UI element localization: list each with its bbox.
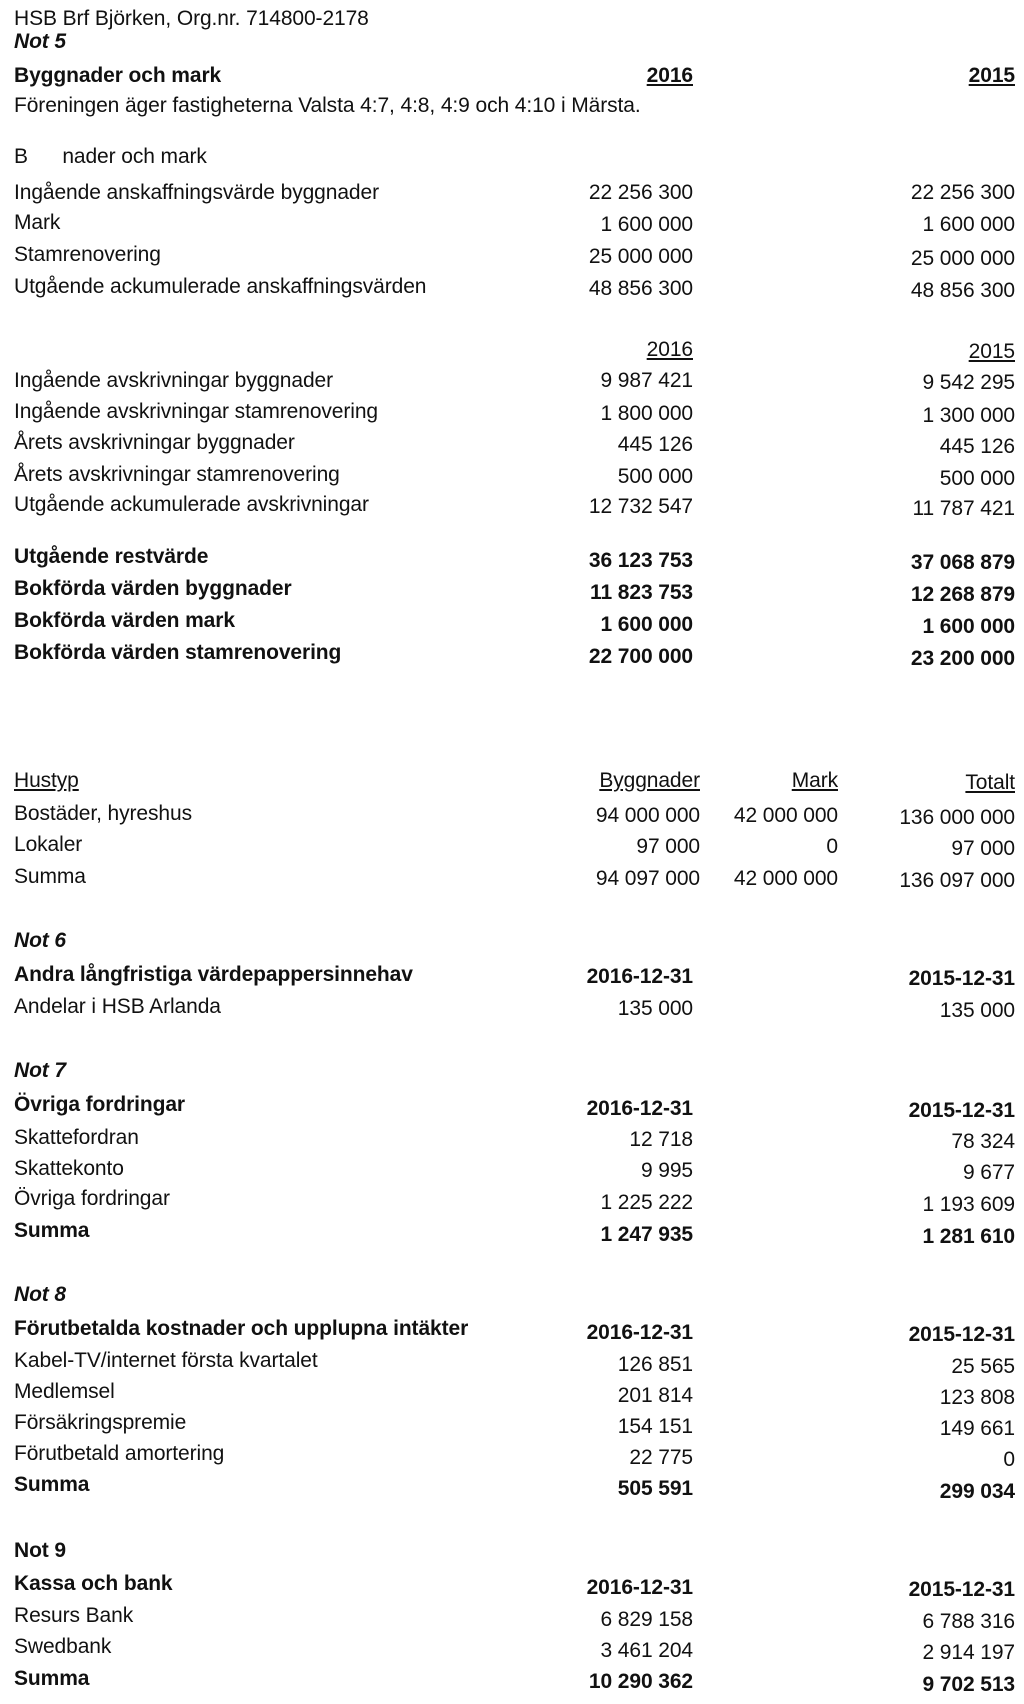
note8-row-label: Försäkringspremie [14,1411,187,1434]
note7-date-2016: 2016-12-31 [586,1097,693,1120]
note7-sum-2015: 1 281 610 [922,1225,1015,1248]
note7-sum-label: Summa [14,1219,90,1242]
note7-row-value-2015: 9 677 [962,1161,1015,1184]
note8-row-value-2016: 126 851 [617,1353,693,1376]
note6-row-value-2015: 135 000 [939,999,1015,1022]
note8-row-label: Kabel-TV/internet första kvartalet [14,1349,318,1372]
note5-row-value-2015: 1 300 000 [922,404,1015,427]
note5-row-label: Ingående avskrivningar byggnader [14,369,334,392]
note5-subheading: B nader och mark [14,145,207,168]
note8-row-value-2015: 149 661 [939,1417,1015,1440]
note6-row-label: Andelar i HSB Arlanda [14,995,221,1018]
note5-year1b: 2016 [646,338,693,361]
tax-row-buildings: 94 000 000 [595,804,700,827]
note5-row-label: Utgående ackumulerade avskrivningar [14,493,369,516]
note5-row-value-2015: 1 600 000 [922,213,1015,236]
note8-row-value-2015: 123 808 [939,1386,1015,1409]
note9-title: Kassa och bank [14,1572,173,1595]
note5-row-label: Ingående anskaffningsvärde byggnader [14,181,379,204]
note8-date-2016: 2016-12-31 [586,1321,693,1344]
note8-row-label: Medlemsel [14,1380,115,1403]
tax-col-byggnader: Byggnader [599,769,700,792]
note8-row-value-2016: 22 775 [629,1446,693,1469]
tax-col-mark: Mark [791,769,838,792]
note5-row-value-2016: 22 256 300 [588,181,693,204]
note5-row-value-2015: 23 200 000 [910,647,1015,670]
note9-label: Not 9 [14,1539,67,1562]
tax-row-total: 136 097 000 [899,869,1015,892]
note9-row-label: Swedbank [14,1635,112,1658]
note6-row-value-2016: 135 000 [617,997,693,1020]
note6-date-2016: 2016-12-31 [586,965,693,988]
note9-row-label: Resurs Bank [14,1604,134,1627]
note7-row-value-2016: 9 995 [640,1159,693,1182]
note5-row-value-2016: 445 126 [617,433,693,456]
note8-sum-2016: 505 591 [617,1477,693,1500]
tax-col-totalt: Totalt [965,771,1015,794]
note5-row-value-2016: 36 123 753 [588,549,693,572]
note7-row-label: Skattekonto [14,1157,124,1180]
note5-row-value-2016: 500 000 [617,465,693,488]
note5-row-value-2016: 11 823 753 [590,581,693,604]
note9-row-value-2016: 3 461 204 [600,1639,693,1662]
note8-title: Förutbetalda kostnader och upplupna intäkter [14,1317,469,1340]
note5-row-label: Bokförda värden stamrenovering [14,641,342,664]
note9-date-2016: 2016-12-31 [586,1576,693,1599]
note5-row-value-2015: 500 000 [939,467,1015,490]
note9-sum-2015: 9 702 513 [922,1673,1015,1696]
note8-row-label: Förutbetald amortering [14,1442,225,1465]
tax-row-label: Bostäder, hyreshus [14,802,192,825]
note8-sum-label: Summa [14,1473,90,1496]
note7-title: Övriga fordringar [14,1093,185,1116]
note8-row-value-2015: 0 [1003,1448,1015,1471]
note5-row-value-2015: 11 787 421 [912,497,1015,520]
note5-row-label: Bokförda värden byggnader [14,577,292,600]
tax-row-total: 136 000 000 [899,806,1015,829]
note5-title: Byggnader och mark [14,64,222,87]
note5-row-value-2016: 48 856 300 [588,277,693,300]
note5-row-value-2015: 48 856 300 [910,279,1015,302]
note5-row-value-2015: 12 268 879 [910,583,1015,606]
note6-label: Not 6 [14,929,67,952]
note5-row-value-2016: 1 600 000 [600,213,693,236]
note5-row-value-2016: 25 000 000 [588,245,693,268]
note5-row-value-2015: 37 068 879 [910,551,1015,574]
note5-row-value-2015: 22 256 300 [910,181,1015,204]
note7-row-label: Skattefordran [14,1126,139,1149]
note8-row-value-2015: 25 565 [951,1355,1015,1378]
note5-row-label: Årets avskrivningar stamrenovering [14,463,340,486]
note5-row-value-2016: 12 732 547 [588,495,693,518]
tax-row-buildings: 94 097 000 [595,867,700,890]
note9-row-value-2015: 6 788 316 [922,1610,1015,1633]
note9-row-value-2015: 2 914 197 [922,1641,1015,1664]
note5-row-label: Stamrenovering [14,243,161,266]
tax-row-land: 0 [826,835,838,858]
tax-row-label: Lokaler [14,833,83,856]
note9-row-value-2016: 6 829 158 [600,1608,693,1631]
note9-sum-2016: 10 290 362 [588,1670,693,1693]
note5-row-label: Mark [14,211,61,234]
note7-row-value-2016: 12 718 [629,1128,693,1151]
note7-row-value-2015: 78 324 [951,1130,1015,1153]
note5-row-value-2016: 1 800 000 [600,402,693,425]
note5-row-value-2015: 1 600 000 [922,615,1015,638]
note7-row-value-2016: 1 225 222 [600,1191,693,1214]
tax-row-land: 42 000 000 [733,867,838,890]
note5-row-value-2016: 9 987 421 [600,369,693,392]
tax-row-buildings: 97 000 [636,835,700,858]
note5-row-label: Årets avskrivningar byggnader [14,431,295,454]
note5-row-value-2015: 445 126 [939,435,1015,458]
note5-row-label: Utgående restvärde [14,545,209,568]
note5-row-value-2015: 25 000 000 [910,247,1015,270]
note5-row-label: Ingående avskrivningar stamrenovering [14,400,379,423]
note8-label: Not 8 [14,1283,67,1306]
tax-row-total: 97 000 [951,837,1015,860]
note8-sum-2015: 299 034 [939,1480,1015,1503]
tax-row-land: 42 000 000 [733,804,838,827]
tax-row-label: Summa [14,865,86,888]
note8-row-value-2016: 201 814 [617,1384,693,1407]
tax-col-hustyp: Hustyp [14,769,79,792]
org-header: HSB Brf Björken, Org.nr. 714800-2178 [14,7,369,30]
note5-row-value-2015: 9 542 295 [922,371,1015,394]
note5-row-label: Bokförda värden mark [14,609,235,632]
note5-year2: 2015 [968,64,1015,87]
note5-label: Not 5 [14,30,67,53]
note7-sum-2016: 1 247 935 [600,1223,693,1246]
note7-row-label: Övriga fordringar [14,1187,170,1210]
note9-sum-label: Summa [14,1667,90,1690]
note9-date-2015: 2015-12-31 [908,1578,1015,1601]
note7-label: Not 7 [14,1059,67,1082]
note5-year2b: 2015 [968,340,1015,363]
note7-row-value-2015: 1 193 609 [922,1193,1015,1216]
note7-date-2015: 2015-12-31 [908,1099,1015,1122]
note5-row-value-2016: 22 700 000 [588,645,693,668]
note5-year1: 2016 [646,64,693,87]
note6-title: Andra långfristiga värdepappersinnehav [14,963,413,986]
note5-description: Föreningen äger fastigheterna Valsta 4:7, 4:8, 4:9 och 4:10 i Märsta. [14,94,641,117]
note5-row-label: Utgående ackumulerade anskaffningsvärden [14,275,427,298]
note6-date-2015: 2015-12-31 [908,967,1015,990]
note5-row-value-2016: 1 600 000 [600,613,693,636]
note8-row-value-2016: 154 151 [617,1415,693,1438]
note8-date-2015: 2015-12-31 [908,1323,1015,1346]
